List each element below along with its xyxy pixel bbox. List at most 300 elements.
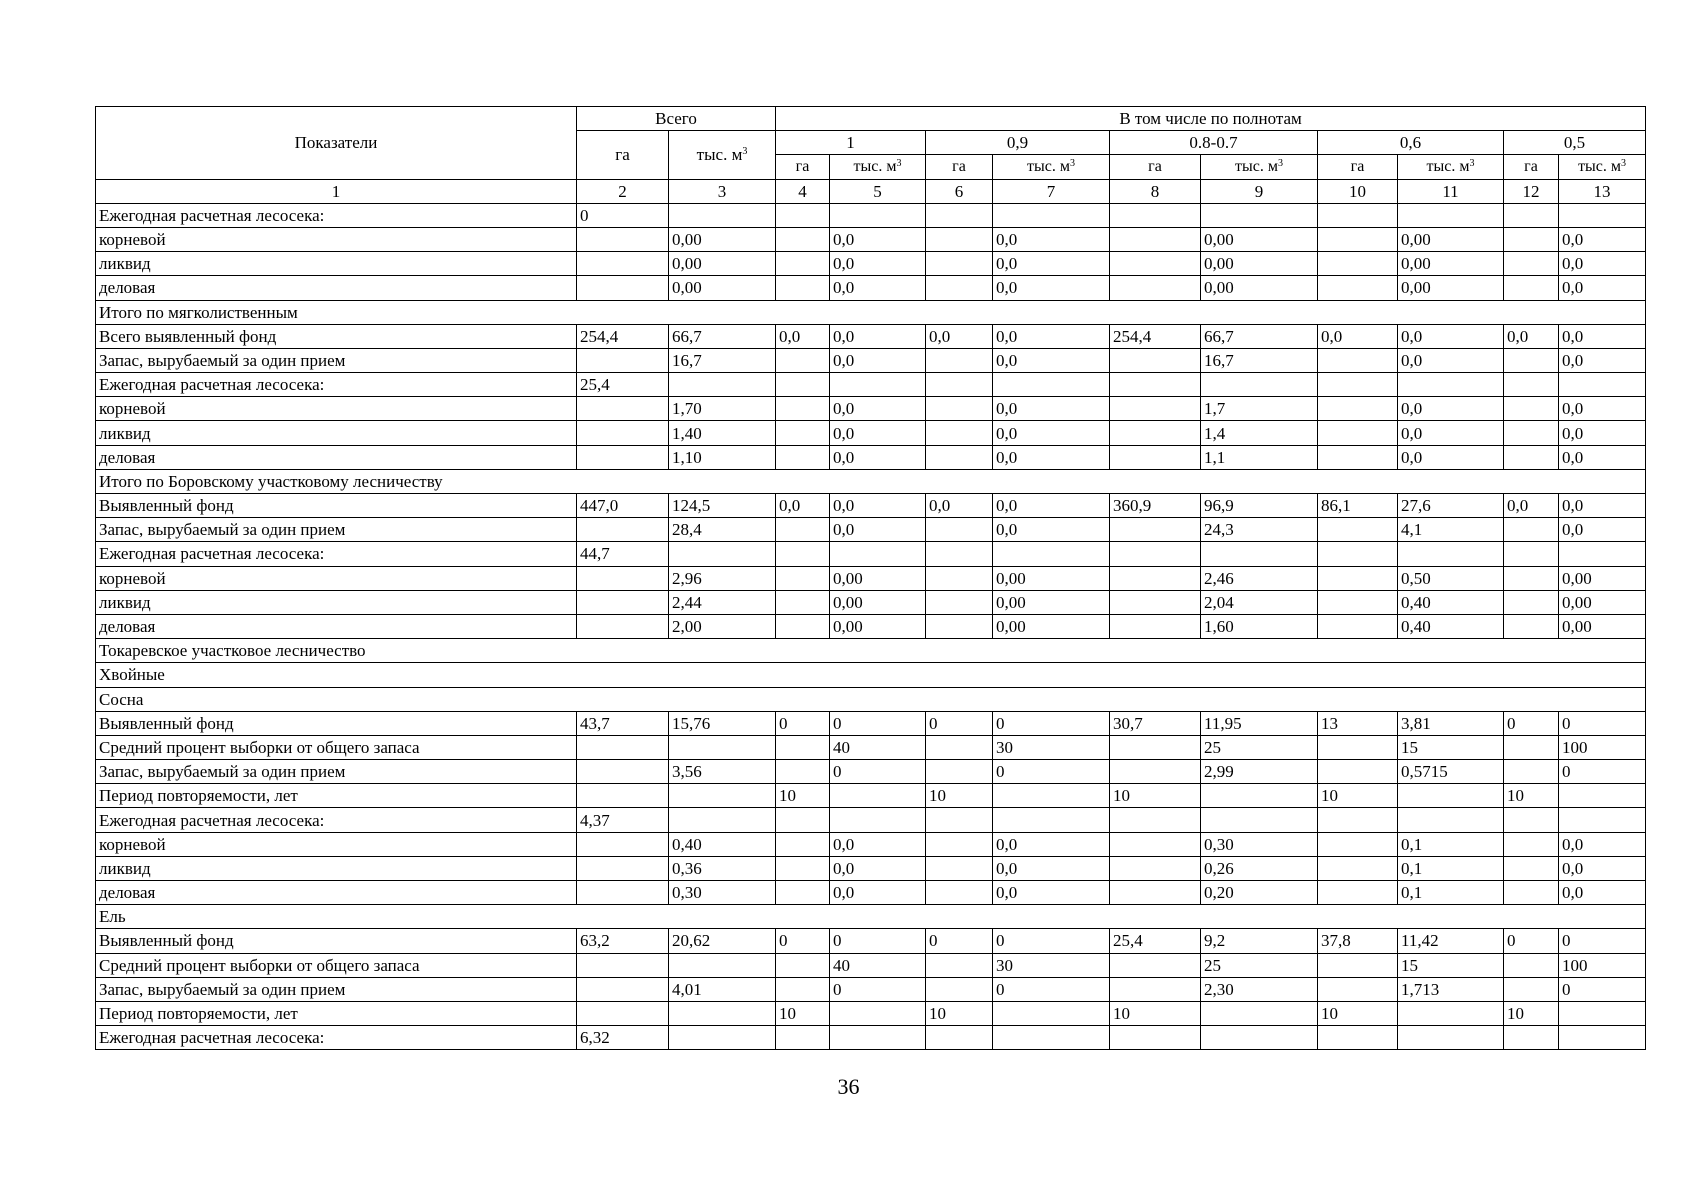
table-cell [1318,856,1398,880]
table-cell [776,203,830,227]
header-unit-volume: тыс. $м^3$ [993,155,1110,179]
table-cell [1559,808,1646,832]
table-row [96,252,1646,276]
table-header [96,107,1646,204]
table-cell [1110,566,1201,590]
table-cell: 0,0 [830,397,926,421]
table-cell: 0,0 [830,276,926,300]
table-cell: 0,1 [1398,856,1504,880]
table-cell [1504,252,1559,276]
table-cell: 0,00 [830,566,926,590]
table-cell: 10 [1110,1001,1201,1025]
table-cell [926,445,993,469]
table-cell: 30 [993,953,1110,977]
table-cell: 24,3 [1201,518,1318,542]
table-cell: 25 [1201,953,1318,977]
table-cell: 2,04 [1201,590,1318,614]
table-cell: 0,1 [1398,881,1504,905]
table-cell: 10 [1504,784,1559,808]
table-cell: 10 [776,784,830,808]
table-row [96,590,1646,614]
table-cell [1110,856,1201,880]
table-row [96,348,1646,372]
table-cell: 0,00 [1201,252,1318,276]
row-label: Ежегодная расчетная лесосека: [96,373,577,397]
table-cell: 0,0 [1398,397,1504,421]
table-cell: 0,0 [993,881,1110,905]
table-cell [1504,808,1559,832]
table-cell [1110,518,1201,542]
table-cell: 10 [1318,1001,1398,1025]
table-cell: 0,0 [993,397,1110,421]
table-cell [669,542,776,566]
table-cell [1559,203,1646,227]
table-cell: 0,00 [669,227,776,251]
table-cell: 27,6 [1398,494,1504,518]
table-cell [993,1026,1110,1050]
table-cell [1504,227,1559,251]
table-row [96,808,1646,832]
table-cell: 0,0 [776,494,830,518]
section-row [96,469,1646,493]
table-row [96,276,1646,300]
table-cell: 0,26 [1201,856,1318,880]
table-cell [1504,735,1559,759]
table-cell [1559,1001,1646,1025]
table-cell [830,1001,926,1025]
table-cell [776,760,830,784]
table-cell [1504,397,1559,421]
table-cell: 0 [993,760,1110,784]
table-cell [1318,518,1398,542]
table-cell: 0,0 [830,348,926,372]
header-unit-ha: га [926,155,993,179]
table-cell [830,373,926,397]
table-cell [577,421,669,445]
table-row [96,373,1646,397]
table-cell: 2,30 [1201,977,1318,1001]
section-row [96,639,1646,663]
table-cell: 20,62 [669,929,776,953]
table-cell [1318,227,1398,251]
section-label: Токаревское участковое лесничество [96,639,1646,663]
table-cell [577,348,669,372]
table-cell: 2,96 [669,566,776,590]
table-cell [1110,832,1201,856]
table-cell [926,348,993,372]
table-row [96,227,1646,251]
row-label: Ежегодная расчетная лесосека: [96,542,577,566]
table-cell: 0 [830,711,926,735]
table-cell [1110,421,1201,445]
row-label: деловая [96,276,577,300]
table-cell [1110,397,1201,421]
row-label: корневой [96,397,577,421]
table-cell [1110,735,1201,759]
table-row [96,881,1646,905]
column-number: 5 [830,179,926,203]
table-cell: 0,0 [1559,881,1646,905]
table-cell: 4,1 [1398,518,1504,542]
row-label: Выявленный фонд [96,494,577,518]
table-cell [776,566,830,590]
table-cell [1201,542,1318,566]
table-cell [1504,590,1559,614]
table-cell [1201,784,1318,808]
table-cell [1559,542,1646,566]
table-cell: 2,00 [669,614,776,638]
table-cell [1110,445,1201,469]
table-cell: 1,713 [1398,977,1504,1001]
table-cell [577,856,669,880]
section-row [96,300,1646,324]
table-row [96,784,1646,808]
table-cell: 0 [776,929,830,953]
table-cell [926,735,993,759]
table-cell [1318,832,1398,856]
table-cell: 1,10 [669,445,776,469]
row-label: Период повторяемости, лет [96,784,577,808]
table-cell [1318,881,1398,905]
table-row [96,445,1646,469]
table-cell: 15 [1398,953,1504,977]
row-label: Запас, вырубаемый за один прием [96,977,577,1001]
table-cell: 100 [1559,953,1646,977]
table-cell [1318,276,1398,300]
table-cell: 0,00 [1398,276,1504,300]
table-cell [669,735,776,759]
table-cell [926,227,993,251]
table-cell: 0,00 [993,614,1110,638]
section-row [96,687,1646,711]
table-cell [926,808,993,832]
table-cell: 0,5715 [1398,760,1504,784]
table-cell [926,397,993,421]
table-cell [577,832,669,856]
table-cell: 2,99 [1201,760,1318,784]
table-cell [577,1001,669,1025]
table-row [96,397,1646,421]
table-cell [776,953,830,977]
table-cell: 0 [926,929,993,953]
table-cell: 0 [1559,929,1646,953]
table-cell: 44,7 [577,542,669,566]
table-cell [1110,227,1201,251]
table-cell: 100 [1559,735,1646,759]
table-cell: 86,1 [1318,494,1398,518]
table-cell: 37,8 [1318,929,1398,953]
table-row [96,856,1646,880]
column-number: 9 [1201,179,1318,203]
table-cell [1110,590,1201,614]
table-cell [926,373,993,397]
table-cell [926,518,993,542]
section-row [96,663,1646,687]
table-row [96,977,1646,1001]
table-cell [776,590,830,614]
table-cell [1504,881,1559,905]
table-cell [1398,203,1504,227]
table-cell: 0,0 [1318,324,1398,348]
column-number: 4 [776,179,830,203]
table-cell: 447,0 [577,494,669,518]
column-number: 2 [577,179,669,203]
table-cell [577,735,669,759]
column-number: 6 [926,179,993,203]
table-cell [1318,760,1398,784]
column-number: 8 [1110,179,1201,203]
table-cell: 0,0 [830,494,926,518]
table-cell [993,203,1110,227]
table-cell: 11,42 [1398,929,1504,953]
table-row [96,494,1646,518]
table-cell [1318,1026,1398,1050]
table-cell: 1,1 [1201,445,1318,469]
row-label: Всего выявленный фонд [96,324,577,348]
row-label: деловая [96,881,577,905]
table-cell: 0,30 [1201,832,1318,856]
row-label: Запас, вырубаемый за один прием [96,348,577,372]
table-cell [1318,953,1398,977]
table-cell [1504,445,1559,469]
table-cell [1318,421,1398,445]
table-cell: 0,0 [1398,324,1504,348]
table-cell [1318,373,1398,397]
table-cell: 0,0 [993,421,1110,445]
table-cell: 0,0 [830,832,926,856]
table-cell: 0,00 [1559,566,1646,590]
table-cell [776,977,830,1001]
table-cell [1110,977,1201,1001]
table-cell [776,252,830,276]
table-cell [1398,808,1504,832]
table-cell: 6,32 [577,1026,669,1050]
table-cell: 0,40 [1398,614,1504,638]
table-cell: 0,0 [830,324,926,348]
table-cell [1504,832,1559,856]
table-cell [830,784,926,808]
header-including-by-density: В том числе по полнотам [776,107,1646,131]
table-row [96,324,1646,348]
table-cell [1559,784,1646,808]
table-cell [1110,1026,1201,1050]
table-cell: 0,0 [993,348,1110,372]
table-cell: 254,4 [577,324,669,348]
table-cell [1318,252,1398,276]
table-cell: 11,95 [1201,711,1318,735]
table-cell [1201,1026,1318,1050]
table-cell [993,808,1110,832]
table-cell: 25 [1201,735,1318,759]
table-cell [1318,735,1398,759]
table-cell [669,203,776,227]
table-cell: 0 [1504,711,1559,735]
table-cell: 0,0 [1559,494,1646,518]
header-density-0-5: 0,5 [1504,131,1646,155]
table-cell [669,953,776,977]
row-label: деловая [96,445,577,469]
table-cell [926,566,993,590]
table-cell [1504,953,1559,977]
table-cell [776,276,830,300]
header-density-0-9: 0,9 [926,131,1110,155]
table-cell: 124,5 [669,494,776,518]
table-cell [926,953,993,977]
table-cell: 0,00 [1398,252,1504,276]
row-label: Средний процент выборки от общего запаса [96,953,577,977]
column-number: 13 [1559,179,1646,203]
table-cell: 10 [926,784,993,808]
table-cell [1318,542,1398,566]
table-cell: 30 [993,735,1110,759]
table-cell [776,542,830,566]
table-cell: 0,40 [1398,590,1504,614]
section-row [96,905,1646,929]
table-cell [1110,542,1201,566]
table-cell [1318,203,1398,227]
table-cell [669,1001,776,1025]
header-density-0-8-0-7: 0.8-0.7 [1110,131,1318,155]
column-number: 10 [1318,179,1398,203]
table-cell: 16,7 [1201,348,1318,372]
table-cell: 1,60 [1201,614,1318,638]
table-cell [1110,614,1201,638]
table-cell: 0,00 [1201,276,1318,300]
table-cell [926,856,993,880]
table-cell: 360,9 [1110,494,1201,518]
table-cell [1504,542,1559,566]
table-cell [1398,1026,1504,1050]
table-cell: 0,0 [830,252,926,276]
table-cell: 63,2 [577,929,669,953]
table-cell: 16,7 [669,348,776,372]
table-cell: 10 [1318,784,1398,808]
table-cell [926,590,993,614]
table-cell [926,881,993,905]
table-cell [577,784,669,808]
table-cell [776,397,830,421]
table-row [96,735,1646,759]
table-cell: 0,0 [1559,227,1646,251]
table-cell: 0,0 [1559,832,1646,856]
table-row [96,953,1646,977]
table-cell [1110,808,1201,832]
table-cell [669,784,776,808]
table-cell [669,808,776,832]
table-body [96,203,1646,1050]
header-total-ha: га [577,131,669,179]
table-cell: 0,0 [830,227,926,251]
table-cell: 3,56 [669,760,776,784]
table-cell: 0,30 [669,881,776,905]
header-density-1: 1 [776,131,926,155]
table-cell: 0 [1559,977,1646,1001]
table-cell: 0 [830,977,926,1001]
row-label: Выявленный фонд [96,711,577,735]
table-cell: 10 [1504,1001,1559,1025]
table-cell [1559,373,1646,397]
table-cell: 15 [1398,735,1504,759]
table-cell [830,1026,926,1050]
table-cell [1504,566,1559,590]
table-cell [577,760,669,784]
table-cell [1110,881,1201,905]
table-cell: 0,0 [830,421,926,445]
table-cell [993,784,1110,808]
table-cell: 0,0 [993,445,1110,469]
table-cell: 0,0 [1398,348,1504,372]
table-cell: 0,0 [993,324,1110,348]
table-cell [926,614,993,638]
table-cell [776,856,830,880]
table-cell: 28,4 [669,518,776,542]
section-label: Сосна [96,687,1646,711]
table-row [96,1001,1646,1025]
table-cell: 0,1 [1398,832,1504,856]
table-cell [993,542,1110,566]
table-cell: 0,0 [993,227,1110,251]
table-cell [1110,953,1201,977]
table-cell [1110,252,1201,276]
table-cell [1504,348,1559,372]
row-label: деловая [96,614,577,638]
row-label: ликвид [96,421,577,445]
table-cell: 0,0 [993,856,1110,880]
table-cell: 0,0 [776,324,830,348]
table-cell [776,735,830,759]
row-label: Выявленный фонд [96,929,577,953]
table-cell [1559,1026,1646,1050]
table-cell [1504,203,1559,227]
table-cell [926,252,993,276]
table-cell: 1,40 [669,421,776,445]
column-number: 11 [1398,179,1504,203]
table-cell: 13 [1318,711,1398,735]
header-unit-volume: тыс. $м^3$ [1201,155,1318,179]
row-label: корневой [96,566,577,590]
table-cell [577,881,669,905]
header-unit-volume: тыс. $м^3$ [1398,155,1504,179]
table-cell [776,518,830,542]
table-cell: 10 [926,1001,993,1025]
table-cell: 0,36 [669,856,776,880]
table-cell: 0,0 [1559,518,1646,542]
table-cell: 0 [993,711,1110,735]
table-cell: 2,46 [1201,566,1318,590]
table-cell: 0 [1559,711,1646,735]
table-cell: 0,00 [1201,227,1318,251]
row-label: Период повторяемости, лет [96,1001,577,1025]
table-cell [1318,614,1398,638]
header-column-numbers-row [96,179,1646,203]
table-cell: 0,0 [1398,445,1504,469]
column-number: 7 [993,179,1110,203]
table-cell: 0,0 [1559,856,1646,880]
table-cell: 0,00 [1559,614,1646,638]
table-cell: 0,0 [993,252,1110,276]
table-cell [993,1001,1110,1025]
table-cell: 1,7 [1201,397,1318,421]
table-cell [776,808,830,832]
table-cell: 0,0 [1504,494,1559,518]
table-cell [577,953,669,977]
table-row [96,760,1646,784]
table-cell [1318,977,1398,1001]
table-cell [577,227,669,251]
section-label: Ель [96,905,1646,929]
section-label: Итого по Боровскому участковому лесничеству [96,469,1646,493]
table-row [96,832,1646,856]
